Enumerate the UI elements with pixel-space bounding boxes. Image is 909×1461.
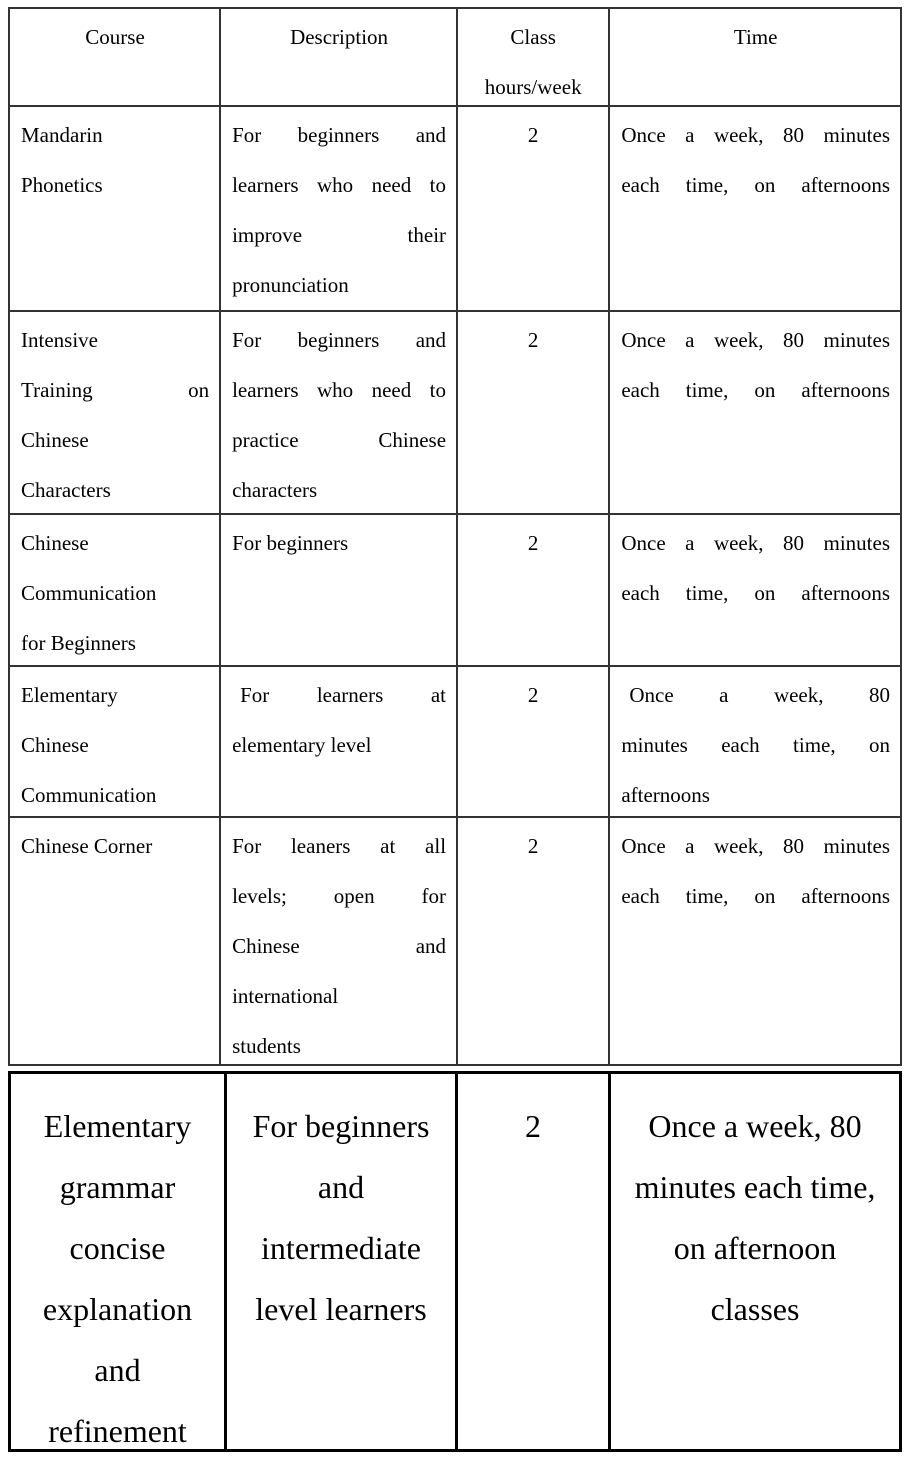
row-mandarin-phonetics xyxy=(10,107,900,312)
text-line: Chinese xyxy=(21,428,89,452)
row-chinese-corner xyxy=(10,818,900,1064)
text-line: Class xyxy=(510,25,556,49)
hours-cell xyxy=(458,818,610,1064)
text-line: Once a week, 80 xyxy=(648,1108,862,1144)
hours-cell xyxy=(458,107,610,310)
row-intensive-training xyxy=(10,312,900,515)
column-header-class-hours xyxy=(458,9,610,105)
text-line: For beginners xyxy=(252,1108,430,1144)
hours-cell xyxy=(458,667,610,816)
text-line: minutes each time, on xyxy=(621,733,890,757)
course-cell xyxy=(10,107,221,310)
text-line: each time, on afternoons xyxy=(621,173,890,197)
text-line: Chinese Corner xyxy=(21,834,153,858)
text-line: students xyxy=(232,1034,301,1058)
text-line: levels; open for xyxy=(232,884,447,908)
text-line: Once a week, 80 xyxy=(629,683,890,707)
description-cell xyxy=(221,667,458,816)
description-cell xyxy=(221,107,458,310)
text-line: for Beginners xyxy=(21,631,136,655)
text-line: Characters xyxy=(21,478,111,502)
text-line: concise xyxy=(69,1230,166,1266)
column-header-course xyxy=(10,9,221,105)
text-line: Elementary xyxy=(43,1108,192,1144)
text-line: each time, on afternoons xyxy=(621,581,890,605)
time-cell xyxy=(610,667,900,816)
text-line: Communication xyxy=(21,581,157,605)
course-cell xyxy=(10,312,221,513)
text-line: Once a week, 80 minutes xyxy=(621,834,890,858)
text-line: Course xyxy=(85,25,145,49)
text-line: For beginners and xyxy=(232,328,447,352)
text-line: Mandarin xyxy=(21,123,103,147)
text-line: explanation xyxy=(42,1291,193,1327)
text-line: 2 xyxy=(527,531,539,555)
text-line: pronunciation xyxy=(232,273,349,297)
text-line: practice Chinese xyxy=(232,428,447,452)
text-line: Training on xyxy=(21,378,210,402)
text-line: Chinese xyxy=(21,531,89,555)
time-cell xyxy=(610,515,900,665)
description-cell xyxy=(221,515,458,665)
time-cell xyxy=(610,312,900,513)
text-line: 2 xyxy=(527,683,539,707)
text-line: hours/week xyxy=(484,75,582,99)
text-line: each time, on afternoons xyxy=(621,884,890,908)
row-elementary-chinese-communication xyxy=(10,667,900,818)
column-header-description xyxy=(221,9,458,105)
text-line: 2 xyxy=(527,328,539,352)
course-cell xyxy=(10,515,221,665)
course-table-large-row xyxy=(8,1071,902,1452)
time-cell xyxy=(610,107,900,310)
text-line: minutes each time, xyxy=(634,1169,876,1205)
description-cell xyxy=(227,1074,458,1449)
text-line: international xyxy=(232,984,339,1008)
text-line: afternoons xyxy=(621,783,710,807)
text-line: elementary level xyxy=(232,733,372,757)
text-line: Phonetics xyxy=(21,173,103,197)
description-cell xyxy=(221,818,458,1064)
text-line: Once a week, 80 minutes xyxy=(621,328,890,352)
text-line: Elementary xyxy=(21,683,118,707)
text-line: and xyxy=(317,1169,365,1205)
time-cell xyxy=(611,1074,899,1449)
text-line: improve their xyxy=(232,223,447,247)
text-line: refinement xyxy=(48,1413,187,1449)
text-line: grammar xyxy=(59,1169,176,1205)
text-line: Description xyxy=(290,25,389,49)
text-line: classes xyxy=(710,1291,800,1327)
course-cell xyxy=(10,667,221,816)
text-line: For beginners and xyxy=(232,123,447,147)
text-line: and xyxy=(94,1352,141,1388)
text-line: For leaners at all xyxy=(232,834,447,858)
text-line: intermediate xyxy=(261,1230,421,1266)
row-chinese-communication-beginners xyxy=(10,515,900,667)
column-header-time xyxy=(610,9,900,105)
text-line: level learners xyxy=(255,1291,427,1327)
text-line: characters xyxy=(232,478,318,502)
time-cell xyxy=(610,818,900,1064)
text-line: 2 xyxy=(527,123,539,147)
text-line: each time, on afternoons xyxy=(621,378,890,402)
description-cell xyxy=(221,312,458,513)
table-header-row xyxy=(10,9,900,107)
text-line: Chinese and xyxy=(232,934,447,958)
text-line: Once a week, 80 minutes xyxy=(621,123,890,147)
text-line: For beginners xyxy=(232,531,349,555)
text-line: learners who need to xyxy=(232,378,447,402)
course-cell xyxy=(11,1074,227,1449)
text-line: Chinese xyxy=(21,733,89,757)
hours-cell xyxy=(458,1074,611,1449)
course-cell xyxy=(10,818,221,1064)
text-line: Once a week, 80 minutes xyxy=(621,531,890,555)
text-line: learners who need to xyxy=(232,173,447,197)
text-line: Time xyxy=(733,25,778,49)
text-line: Intensive xyxy=(21,328,98,352)
hours-cell xyxy=(458,515,610,665)
text-line: For learners at xyxy=(240,683,447,707)
hours-cell xyxy=(458,312,610,513)
course-table xyxy=(8,7,902,1066)
text-line: 2 xyxy=(525,1108,541,1144)
text-line: Communication xyxy=(21,783,157,807)
text-line: on afternoon xyxy=(673,1230,837,1266)
text-line: 2 xyxy=(527,834,539,858)
